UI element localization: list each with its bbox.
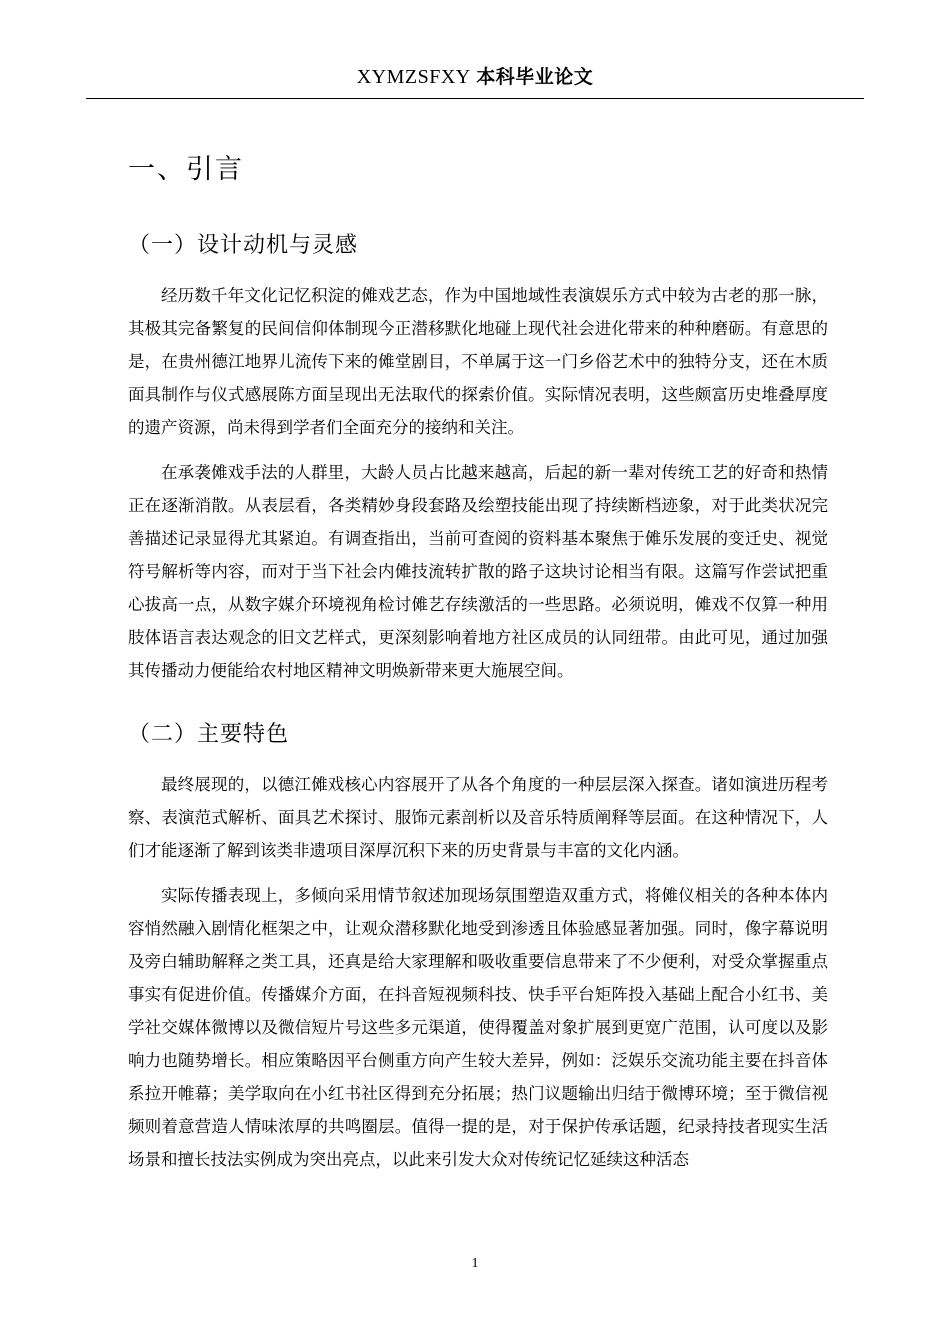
paragraph: 最终展现的，以德江傩戏核心内容展开了从各个角度的一种层层深入探查。诸如演进历程考察、表演范式解析、面具艺术探讨、服饰元素剖析以及音乐特质阐释等层面。在这种情况下，人们才能逐渐了解到该类非遗项目深厚沉积下来的历史背景与丰富的文化内涵。 [128,775,828,860]
section-heading-1: （一）设计动机与灵感 [128,233,359,258]
paragraph: 实际传播表现上，多倾向采用情节叙述加现场氛围塑造双重方式，将傩仪相关的各种本体内容悄然融入剧情化框架之中，让观众潜移默化地受到渗透且体验感显著加强。同时，像字幕说明及旁白辅助解释之类工具，还真是给大家理解和吸收重要信息带来了不少便利，对受众掌握重点事实有促进价值。传播媒介方面，在抖音短视频科技、快手平台矩阵投入基础上配合小红书、美学社交媒体微博以及微信短片号这些多元渠道，使得覆盖对象扩展到更宽广范围，认可度以及影响力也随势增长。相应策略因平台侧重方向产生较大差异，例如：泛娱乐交流功能主要在抖音体系拉开帷幕；美学取向在小红书社区得到充分拓展；热门议题输出归结于微博环境；至于微信视频则着意营造人情味浓厚的共鸣圈层。值得一提的是，对于保护传承话题，纪录持技者现实生活场景和擅长技法实例成为突出亮点，以此来引发大众对传统记忆延续这种活态 [128,886,828,1169]
header-chinese-text: 本科毕业论文 [476,66,594,88]
page-header [86,62,864,99]
section-heading-2: （二）主要特色 [128,722,290,747]
paragraph: 在承袭傩戏手法的人群里，大龄人员占比越来越高，后起的新一辈对传统工艺的好奇和热情正在逐渐消散。从表层看，各类精妙身段套路及绘塑技能出现了持续断档迹象，对于此类状况完善描述记录显得尤其紧迫。有调查指出，当前可查阅的资料基本聚焦于傩乐发展的变迁史、视觉符号解析等内容，而对于当下社会内傩技流转扩散的路子这块讨论相当有限。这篇写作尝试把重心拔高一点，从数字媒介环境视角检讨傩艺存续激活的一些思路。必须说明，傩戏不仅算一种用肢体语言表达观念的旧文艺样式，更深刻影响着地方社区成员的认同纽带。由此可见，通过加强其传播动力便能给农村地区精神文明焕新带来更大施展空间。 [128,463,828,680]
paragraph: 经历数千年文化记忆积淀的傩戏艺态，作为中国地域性表演娱乐方式中较为古老的那一脉，其极其完备繁复的民间信仰体制现今正潜移默化地碰上现代社会进化带来的种种磨砺。有意思的是，在贵州德江地界儿流传下来的傩堂剧目，不单属于这一门乡俗艺术中的独特分支，还在木质面具制作与仪式感展陈方面呈现出无法取代的探索价值。实际情况表明，这些颇富历史堆叠厚度的遗产资源，尚未得到学者们全面充分的接纳和关注。 [128,286,828,437]
chapter-title: 一、引言 [128,154,244,185]
header-latin-text: XYMZSFXY [356,66,471,88]
page-number: 1 [471,1256,479,1271]
document-content [128,125,828,1176]
